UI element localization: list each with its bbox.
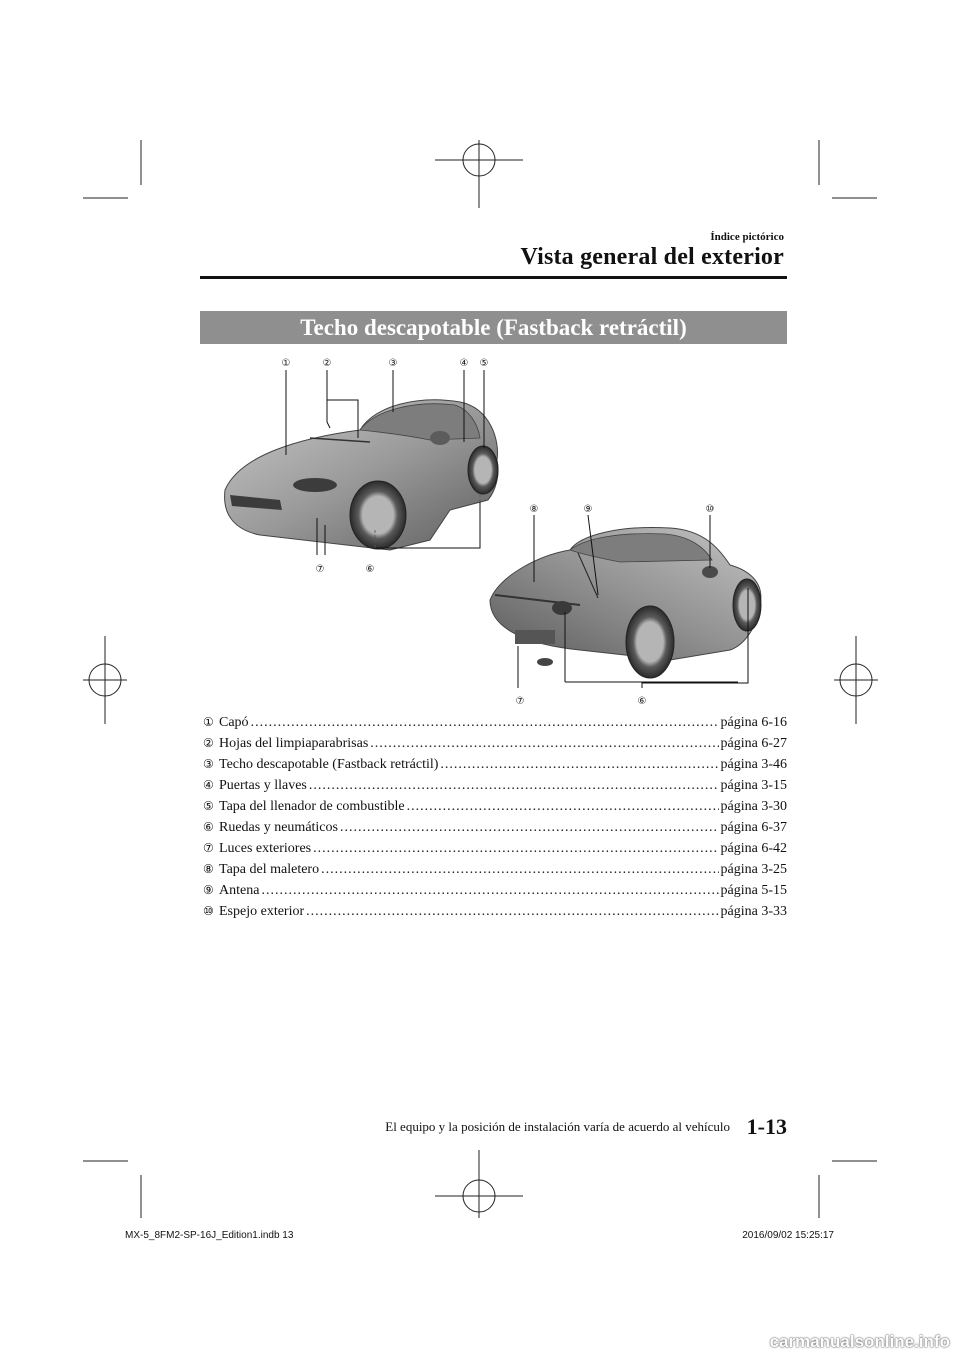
item-number: ⑤ — [203, 799, 214, 813]
dot-leader — [340, 820, 719, 836]
callout-4: ④ — [459, 358, 469, 369]
list-item — [203, 715, 787, 736]
item-label: Tapa del llenador de combustible — [219, 799, 405, 814]
item-page-ref: página 3-25 — [720, 862, 787, 877]
callout-10: ⑩ — [705, 504, 715, 515]
item-number: ① — [203, 715, 214, 729]
dot-leader — [251, 715, 719, 731]
footer-note: El equipo y la posición de instalación varía de acuerdo al vehículo — [385, 1119, 730, 1134]
callout-5: ⑤ — [479, 358, 489, 369]
list-item — [203, 883, 787, 904]
item-number: ④ — [203, 778, 214, 792]
item-number: ⑦ — [203, 841, 214, 855]
item-label: Espejo exterior — [219, 904, 305, 919]
list-item — [203, 841, 787, 862]
item-label: Capó — [219, 715, 249, 730]
dot-leader — [306, 904, 718, 920]
item-page-ref: página 3-30 — [720, 799, 787, 814]
item-label: Ruedas y neumáticos — [219, 820, 338, 835]
file-info: MX-5_8FM2-SP-16J_Edition1.indb 13 — [125, 1230, 294, 1241]
dot-leader — [261, 883, 718, 899]
car-exterior-illustration — [200, 350, 787, 710]
item-label: Luces exteriores — [219, 841, 312, 856]
section-small-heading: Índice pictórico — [710, 231, 784, 243]
item-number: ③ — [203, 757, 214, 771]
parts-index-list — [203, 715, 787, 925]
section-title-bar: Techo descapotable (Fastback retráctil) — [200, 311, 787, 344]
header-rule — [200, 276, 787, 279]
item-page-ref: página 6-16 — [720, 715, 787, 730]
item-label: Tapa del maletero — [219, 862, 320, 877]
list-item — [203, 862, 787, 883]
callout-3: ③ — [388, 358, 398, 369]
list-item — [203, 799, 787, 820]
list-item — [203, 820, 787, 841]
item-number: ② — [203, 736, 214, 750]
callout-6-rear: ⑥ — [637, 696, 647, 707]
callout-6-front: ⑥ — [365, 564, 375, 575]
item-page-ref: página 6-42 — [720, 841, 787, 856]
list-item — [203, 904, 787, 925]
callout-1: ① — [281, 358, 291, 369]
callout-7-rear: ⑦ — [515, 696, 525, 707]
item-page-ref: página 6-27 — [720, 736, 787, 751]
rear-car-view — [490, 527, 761, 678]
callout-7-front: ⑦ — [315, 564, 325, 575]
item-label: Hojas del limpiaparabrisas — [219, 736, 369, 751]
item-number: ⑩ — [203, 904, 214, 918]
print-timestamp: 2016/09/02 15:25:17 — [742, 1230, 834, 1241]
callout-8: ⑧ — [529, 504, 539, 515]
page-title: Vista general del exterior — [520, 244, 784, 270]
list-item — [203, 757, 787, 778]
item-number: ⑧ — [203, 862, 214, 876]
item-number: ⑨ — [203, 883, 214, 897]
watermark: carmanualsonline.info — [769, 1332, 950, 1351]
item-number: ⑥ — [203, 820, 214, 834]
dot-leader — [370, 736, 718, 752]
item-label: Puertas y llaves — [219, 778, 307, 793]
dot-leader — [440, 757, 718, 773]
list-item — [203, 736, 787, 757]
dot-leader — [407, 799, 719, 815]
list-item — [203, 778, 787, 799]
front-car-view — [225, 400, 498, 550]
callout-9: ⑨ — [583, 504, 593, 515]
item-page-ref: página 3-15 — [720, 778, 787, 793]
callout-2: ② — [322, 358, 332, 369]
item-page-ref: página 6-37 — [720, 820, 787, 835]
item-page-ref: página 5-15 — [720, 883, 787, 898]
item-label: Antena — [219, 883, 260, 898]
item-page-ref: página 3-46 — [720, 757, 787, 772]
page-number: 1-13 — [746, 1114, 787, 1139]
dot-leader — [309, 778, 719, 794]
dot-leader — [321, 862, 718, 878]
item-page-ref: página 3-33 — [720, 904, 787, 919]
item-label: Techo descapotable (Fastback retráctil) — [219, 757, 439, 772]
dot-leader — [313, 841, 718, 857]
